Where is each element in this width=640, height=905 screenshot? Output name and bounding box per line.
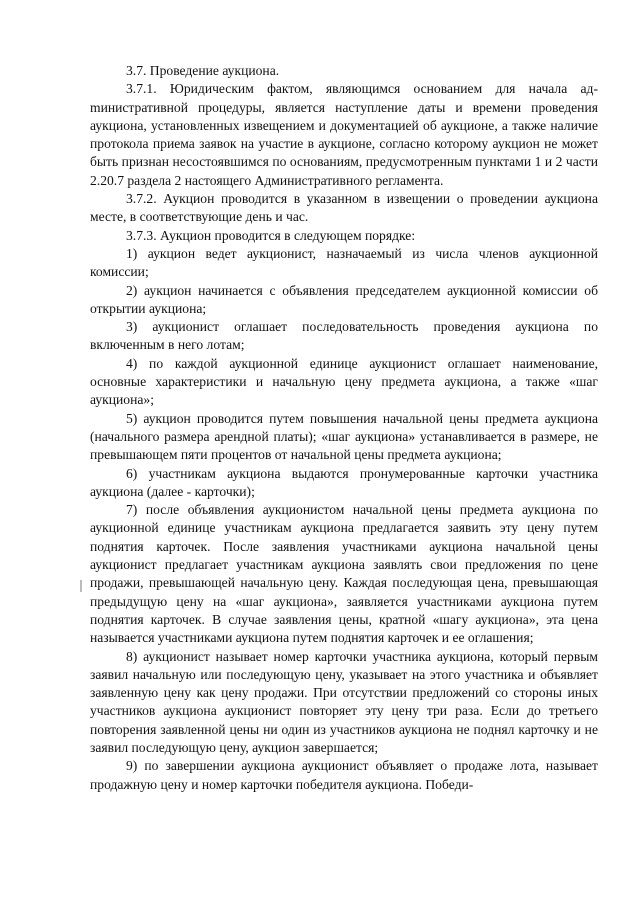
- document-page: [90, 62, 598, 794]
- section-heading: 3.7. Проведение аукциона.: [126, 63, 280, 78]
- list-item-5: 5) аукцион проводится путем повышения начальной цены предмета аукциона (начального размера арендной платы); «шаг аукциона» устанавливается в размере, не превышающем пяти процентов от начальной цены предмета аукциона;: [90, 410, 598, 463]
- list-item-2: 2) аукцион начинается с объявления председателем аукционной комиссии об открытии аукциона;: [90, 282, 598, 316]
- paragraph-3-7-2: 3.7.2. Аукцион проводится в указанном в извещении о проведении аукциона месте, в соответствующие день и час.: [90, 191, 598, 225]
- list-item-6: 6) участникам аукциона выдаются пронумерованные карточки участника аукциона (далее - карточки);: [90, 465, 598, 499]
- paragraph-3-7-1: 3.7.1. Юридическим фактом, являющимся основанием для начала адmинистративной процедуры, является наступление даты и времени проведения аукциона, установленных извещением и документацией об аукционе, а также наличие протокола приема заявок на участие в аукционе, согласно которому аукцион не может быть признан несостоявшимся по основаниям, предусмотренным пунктами 1 и 2 части 2.20.7 раздела 2 настоящего Административного регламента.: [90, 81, 598, 188]
- list-item-3: 3) аукционист оглашает последовательность проведения аукциона по включенным в него лотам;: [90, 319, 598, 353]
- list-item-1: 1) аукцион ведет аукционист, назначаемый из числа членов аукционной комиссии;: [90, 245, 598, 280]
- paragraph-3-7-3: 3.7.3. Аукцион проводится в следующем порядке:: [126, 227, 416, 243]
- scan-artifact: [80, 580, 82, 592]
- list-item-8: 8) аукционист называет номер карточки участника аукциона, который первым заявил начальную или последующую цену, указывает на этого участника и объявляет заявленную цену как цену продажи. При отсутствии предложений со стороны иных участников аукциона аукционист повторяет эту цену три раза. Если до третьего повторения заявленной цены ни один из участников аукциона не поднял карточку и не заявил последующую цену, аукцион завершается;: [90, 648, 598, 755]
- list-item-7: 7) после объявления аукционистом начальной цены предмета аукциона по аукционной единице участникам аукциона предлагается заявить эту цену путем поднятия карточек. После заявления участниками аукциона начальной цены аукционист предлагает участникам аукциона заявлять свои предложения по цене продажи, превышающей начальную цену. Каждая последующая цена, превышающая предыдущую цену на «шаг аукциона», заявляется участниками аукциона путем поднятия карточек. В случае заявления цены, кратной «шагу аукциона», эта цена называется участниками аукциона путем поднятия карточек и ее оглашения;: [90, 502, 598, 646]
- list-item-4: 4) по каждой аукционной единице аукционист оглашает наименование, основные характеристики и начальную цену предмета аукциона, а также «шаг аукциона»;: [90, 355, 598, 408]
- list-item-9: 9) по завершении аукциона аукционист объявляет о продаже лота, называет продажную цену и номер карточки победителя аукциона. Победи-: [90, 758, 598, 792]
